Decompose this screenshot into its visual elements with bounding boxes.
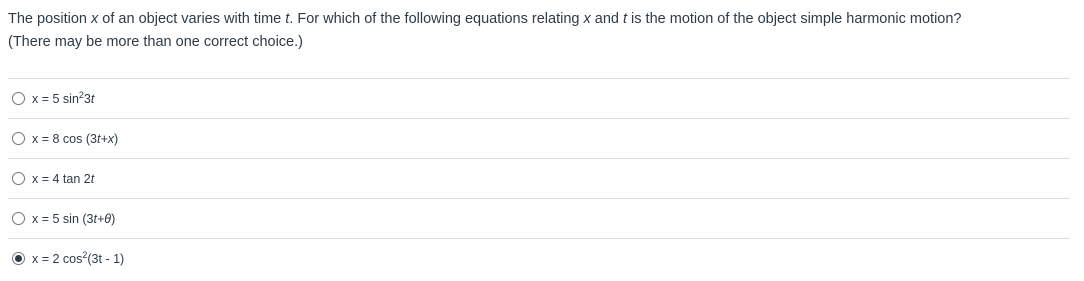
radio-button-icon[interactable] — [12, 212, 25, 225]
question-line-1: The position x of an object varies with time t. For which of the following equations relating x and t is the motion of the object simple harmonic motion? — [8, 11, 962, 27]
answer-option-3[interactable] — [8, 158, 1070, 198]
radio-button-icon[interactable] — [12, 172, 25, 185]
answer-label: x = 5 $\sin^23t$ — [32, 89, 95, 106]
answer-option-4[interactable] — [8, 198, 1070, 238]
radio-button-icon[interactable] — [12, 92, 25, 105]
radio-button-icon[interactable] — [12, 252, 25, 265]
answer-label: x = 2 $\cos^2(3t - 1)$ — [32, 249, 125, 266]
answer-label: x = 5 sin (3t+θ) — [32, 211, 116, 226]
answer-option-2[interactable] — [8, 118, 1070, 158]
answer-label: x = 4 tan 2t — [32, 171, 95, 186]
answer-option-1[interactable] — [8, 78, 1070, 118]
question-text — [8, 8, 1078, 54]
answer-option-5[interactable] — [8, 238, 1070, 278]
answer-list — [8, 78, 1070, 278]
radio-button-icon[interactable] — [12, 132, 25, 145]
question-line-2: (There may be more than one correct choice.) — [8, 34, 303, 50]
answer-label: x = 8 cos (3t+x) — [32, 131, 119, 146]
